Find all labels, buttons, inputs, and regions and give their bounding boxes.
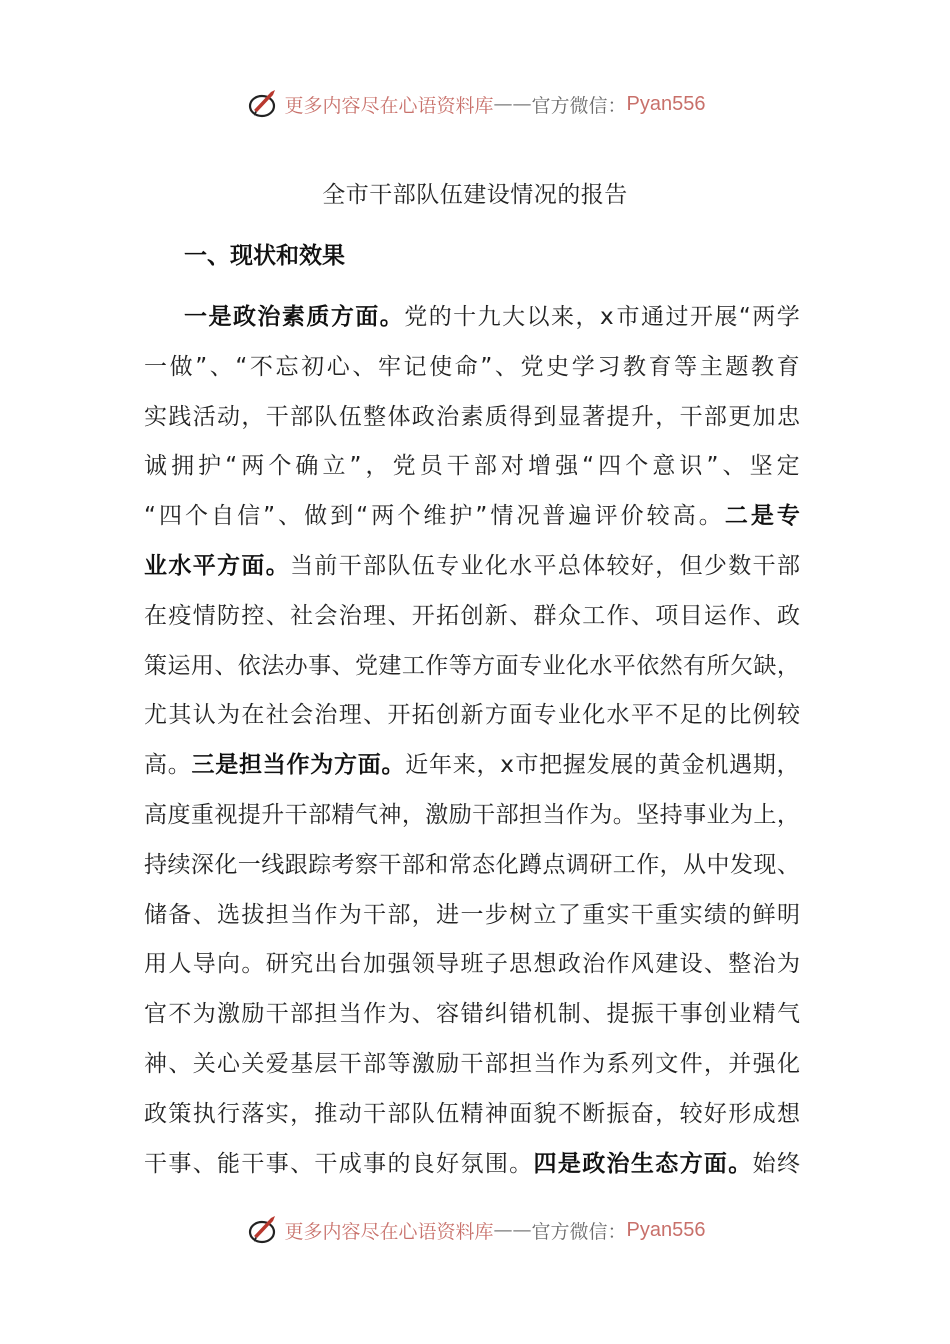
text-line: 一 是 政 治 素 质 方 面 。 党 的 十 九 大 以 来 ， x 市 通 过 开 展 “ 两 学: [184, 304, 800, 330]
text-line: 实 践 活 动 ， 干 部 队 伍 整 体 政 治 素 质 得 到 显 著 提 升 ， 干 部 更 加 忠: [144, 403, 800, 430]
text-line: 干 事 、 能 干 事 、 干 成 事 的 良 好 氛 围 。 四 是 政 治 生 态 方 面 。 始 终: [144, 1150, 800, 1177]
text-line: 持 续 深 化 一 线 跟 踪 考 察 干 部 和 常 态 化 蹲 点 调 研 工 作 ， 从 中 发 现 、: [144, 851, 800, 878]
text-line: 高 。 三 是 担 当 作 为 方 面 。 近 年 来 ， x 市 把 握 发 展 的 黄 金 机 遇 期 ，: [144, 752, 800, 779]
banner-wechat-id: Pyan556: [626, 92, 706, 115]
text-line: 一 做 ” 、 “ 不 忘 初 心 、 牢 记 使 命 ” 、 党 史 学 习 教 育 等 主 题 教 育: [144, 353, 800, 380]
text-line: 高 度 重 视 提 升 干 部 精 气 神 ， 激 励 干 部 担 当 作 为 。 坚 持 事 业 为 上 ，: [144, 801, 800, 828]
text-line: 在 疫 情 防 控 、 社 会 治 理 、 开 拓 创 新 、 群 众 工 作 、 项 目 运 作 、 政: [144, 602, 800, 629]
text-line: 官 不 为 激 励 干 部 担 当 作 为 、 容 错 纠 错 机 制 、 提 振 干 事 创 业 精 气: [144, 1001, 800, 1028]
text-line: 尤 其 认 为 在 社 会 治 理 、 开 拓 创 新 方 面 专 业 化 水 平 不 足 的 比 例 较: [144, 702, 800, 729]
body-paragraph: [144, 293, 800, 1189]
quill-pen-logo-icon: [245, 86, 281, 122]
banner-dash: ——: [493, 1219, 532, 1241]
banner-wechat-id: Pyan556: [626, 1218, 706, 1241]
text-line: 业 水 平 方 面 。 当 前 干 部 队 伍 专 业 化 水 平 总 体 较 好 ， 但 少 数 干 部: [144, 552, 800, 579]
banner-dash: ——: [493, 93, 532, 115]
text-line: 用 人 导 向 。 研 究 出 台 加 强 领 导 班 子 思 想 政 治 作 风 建 设 、 整 治 为: [144, 951, 800, 978]
document-title: 全市干部队伍建设情况的报告: [322, 182, 628, 208]
banner-text: 更多内容尽在心语资料库: [284, 94, 494, 117]
quill-pen-logo-icon: [245, 1212, 281, 1248]
text-line: “ 四 个 自 信 ” 、 做 到 “ 两 个 维 护 ” 情 况 普 遍 评 价 较 高 。 二 是 专: [144, 503, 800, 530]
section-heading: 一、现状和效果: [184, 243, 345, 269]
banner-official-label: 官方微信：: [531, 94, 627, 117]
text-line: 政 策 执 行 落 实 ， 推 动 干 部 队 伍 精 神 面 貌 不 断 振 奋 ， 较 好 形 成 想: [144, 1100, 800, 1127]
text-line: 神 、 关 心 关 爱 基 层 干 部 等 激 励 干 部 担 当 作 为 系 列 文 件 ， 并 强 化: [144, 1050, 800, 1077]
footer-watermark-banner: [0, 1208, 950, 1252]
text-line: 储 备 、 选 拔 担 当 作 为 干 部 ， 进 一 步 树 立 了 重 实 干 重 实 绩 的 鲜 明: [144, 901, 800, 928]
header-watermark-banner: [0, 82, 950, 126]
text-line: 诚 拥 护 “ 两 个 确 立 ” ， 党 员 干 部 对 增 强 “ 四 个 意 识 ” 、 坚 定: [144, 453, 800, 480]
banner-text: 更多内容尽在心语资料库: [284, 1220, 494, 1243]
text-line: 策 运 用 、 依 法 办 事 、 党 建 工 作 等 方 面 专 业 化 水 平 依 然 有 所 欠 缺 ，: [144, 652, 800, 679]
banner-official-label: 官方微信：: [531, 1220, 627, 1243]
